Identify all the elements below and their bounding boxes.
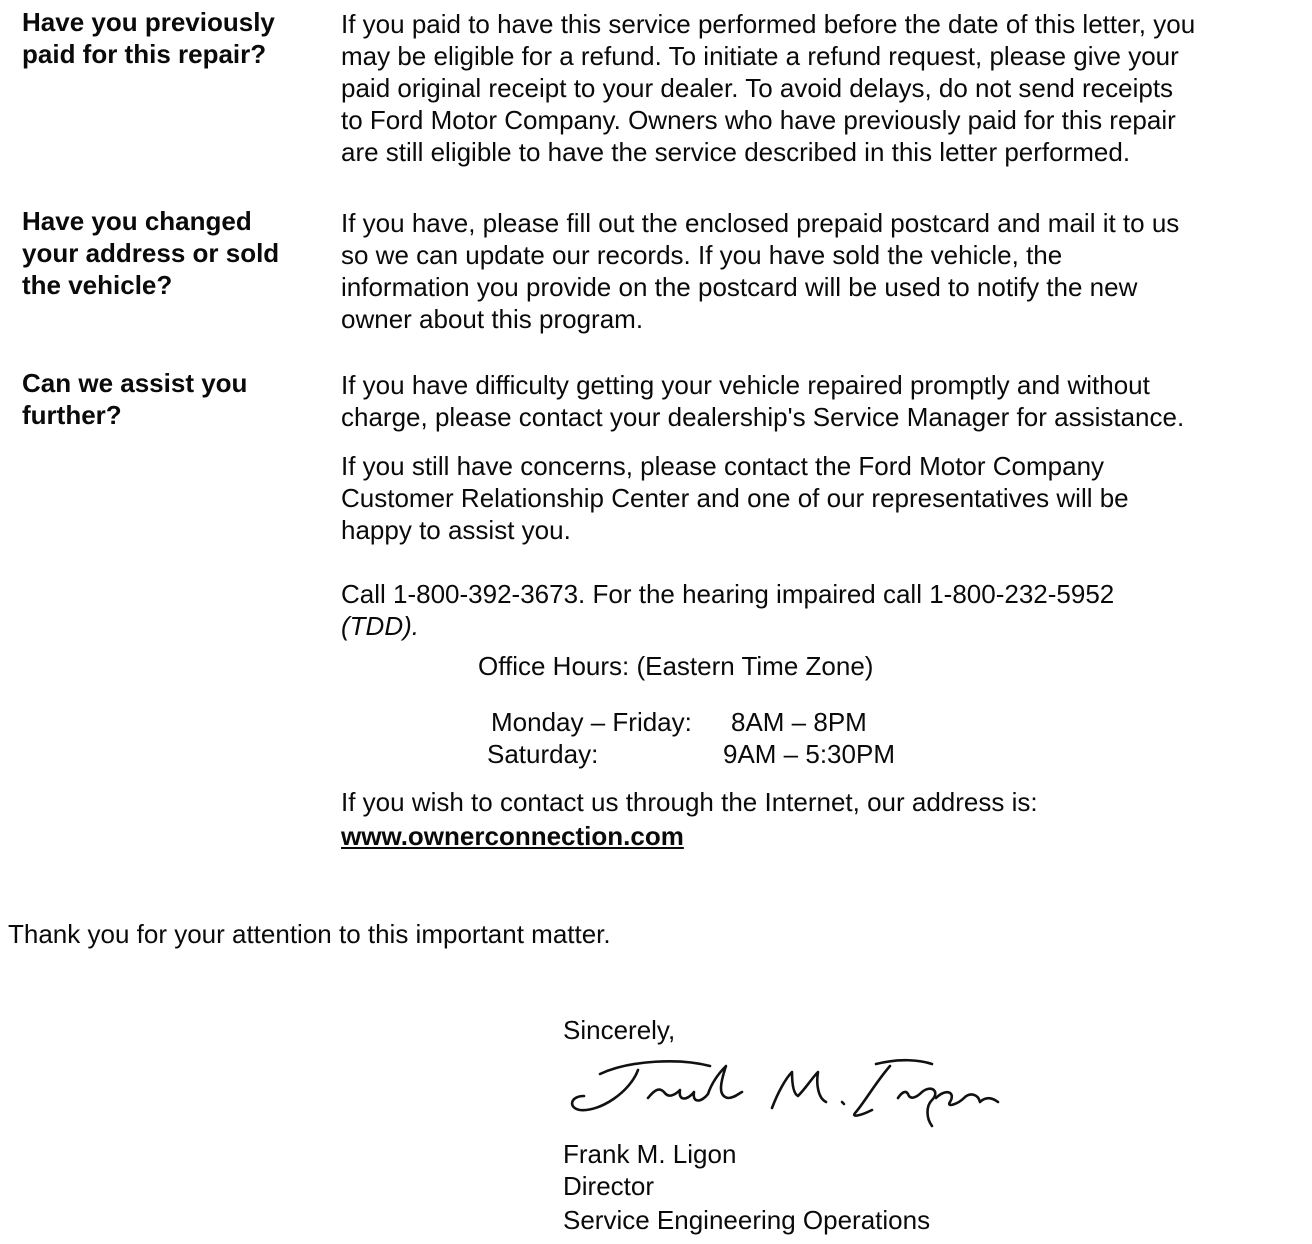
hours-saturday-time: 9AM – 5:30PM [723,739,895,769]
internet-line: If you wish to contact us through the Internet, our address is: [341,787,1038,817]
signature-stroke-igon [898,1089,998,1126]
hours-weekday-time: 8AM – 8PM [731,707,867,737]
signer-name: Frank M. Ligon [563,1139,737,1169]
signature-image [560,1052,1010,1130]
concerns-paragraph: If you still have concerns, please contact the Ford Motor Company Customer Relationship Center and one of our representatives will be happy to assist you. [341,451,1129,545]
thanks-line: Thank you for your attention to this important matter. [8,919,611,949]
tdd-label: (TDD). [341,611,419,641]
office-hours-title: Office Hours: (Eastern Time Zone) [478,651,874,681]
answer-previously-paid: If you paid to have this service performed before the date of this letter, you may be eligible for a refund. To initiate a refund request, please give your paid original receipt to your dealer. To avoid delays, do not send receipts to Ford Motor Company. Owners who have previously paid for this repair are still eligible to have the service described in this letter performed. [341,9,1196,167]
signer-department: Service Engineering Operations [563,1205,931,1235]
question-changed-address: Have you changed your address or sold the vehicle? [22,206,280,300]
website-link[interactable]: www.ownerconnection.com [341,821,684,851]
hours-saturday-days: Saturday: [487,739,599,769]
question-assist-further: Can we assist you further? [22,368,248,430]
signature-stroke-m [772,1072,826,1108]
answer-assist-further: If you have difficulty getting your vehicle repaired promptly and without charge, please contact your dealership's Service Manager for assistance. [341,370,1185,432]
answer-changed-address: If you have, please fill out the enclosed prepaid postcard and mail it to us so we can update our records. If you have sold the vehicle, the information you provide on the postcard will be used to notify the new owner about this program. [341,208,1180,334]
signature-stroke-dot [842,1102,844,1104]
hours-weekday-days: Monday – Friday: [491,707,692,737]
salutation: Sincerely, [563,1015,676,1045]
signature-stroke-rank [648,1066,742,1101]
question-previously-paid: Have you previously paid for this repair? [22,7,275,69]
signer-title: Director [563,1171,655,1201]
call-line: Call 1-800-392-3673. For the hearing impaired call 1-800-232-5952 [341,579,1115,609]
signature-stroke-l [854,1060,932,1115]
signature-stroke-f [572,1061,710,1110]
